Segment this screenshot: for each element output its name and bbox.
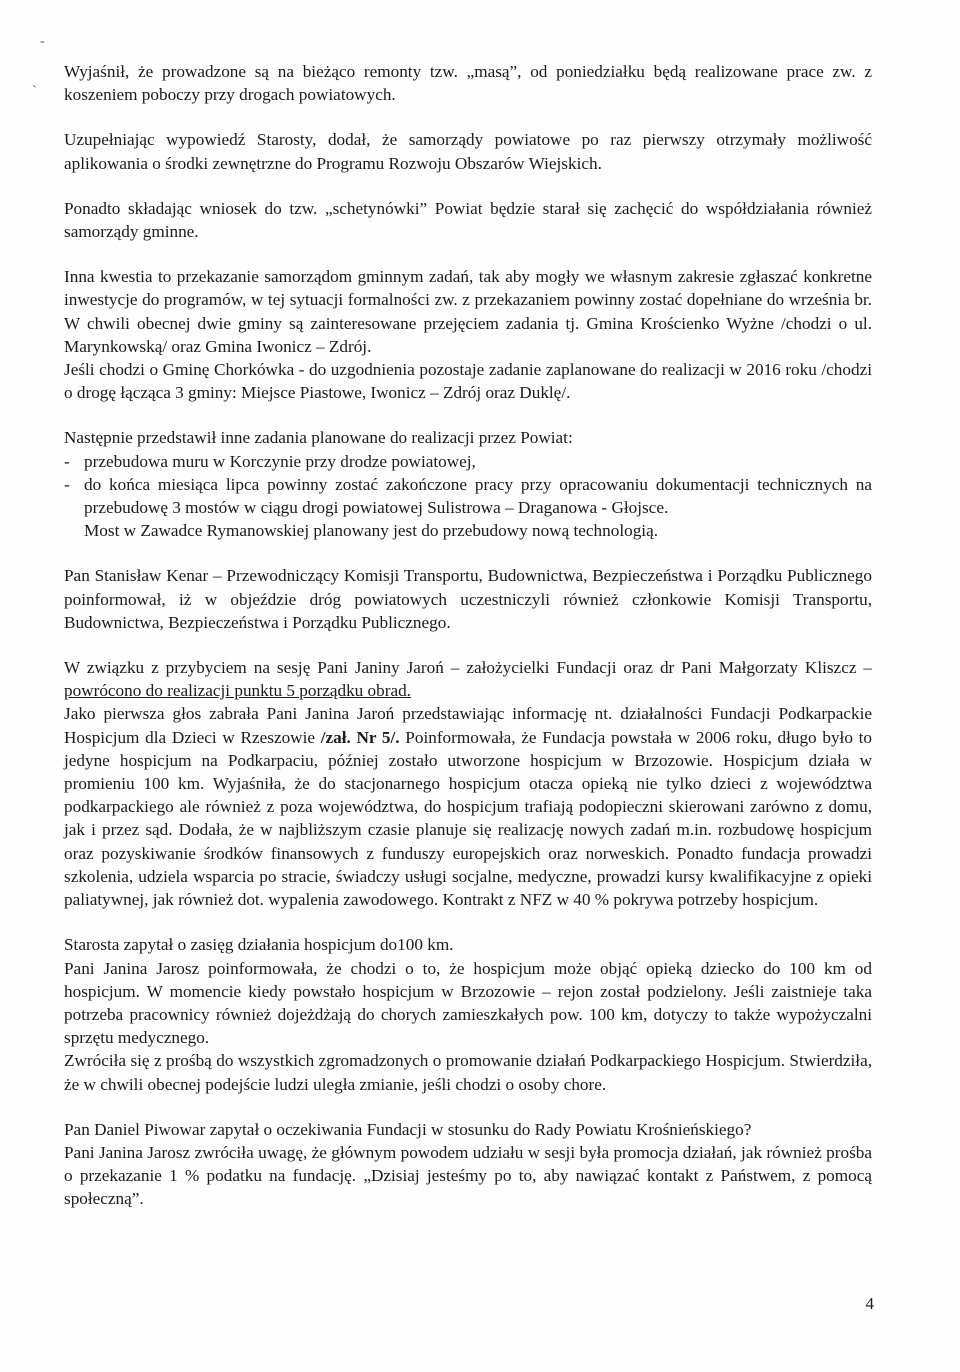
zadania-most: Most w Zawadce Rymanowskiej planowany jest do przebudowy nową technologią. <box>84 521 659 541</box>
paragraph-inna-kwestia: Inna kwestia to przekazanie samorządom gminnym zadań, tak aby mogły we własnym zakresie zgłaszać konkretne inwestycje do programów, w tej sytuacji formalności zw. z przekazaniem powinny zostać dopełniane do września br. W chwili obecnej dwie gminy są zainteresowane przejęciem zadania tj. Gmina Krościenko Wyżne /chodzi o ul. Marynkowską/ oraz Gmina Iwonicz – Zdrój. <box>64 267 872 356</box>
fundacja-intro-text: W związku z przybyciem na sesję Pani Janiny Jaroń – założycielki Fundacji oraz dr Pani Małgorzaty Kliszcz – <box>64 658 872 678</box>
list-item <box>64 450 872 473</box>
page-number: 4 <box>865 1294 874 1313</box>
list-item <box>64 473 872 519</box>
section-zadania <box>64 426 872 542</box>
paragraph-chorkowka: Jeśli chodzi o Gminę Chorkówka - do uzgodnienia pozostaje zadanie zaplanowane do realizacji w 2016 roku /chodzi o drogę łącząca 3 gminy: Miejsce Piastowe, Iwonicz – Zdrój oraz Duklę/. <box>64 360 872 403</box>
paragraph-prosba: Zwróciła się z prośbą do wszystkich zgromadzonych o promowanie działań Podkarpackiego Hospicjum. Stwierdziła, że w chwili obecnej podejście ludzi uległa zmianie, jeśli chodzi o osoby chore. <box>64 1051 872 1094</box>
zadania-intro: Następnie przedstawił inne zadania planowane do realizacji przez Powiat: <box>64 428 573 448</box>
paragraph-piwowar: Pan Daniel Piwowar zapytał o oczekiwania Fundacji w stosunku do Rady Powiatu Krośnieńskiego? <box>64 1119 752 1139</box>
paragraph-schetynowki: Ponadto składając wniosek do tzw. „schetynówki” Powiat będzie starał się zachęcić do współdziałania również samorządy gminne. <box>64 198 872 242</box>
paragraph-remonty: Wyjaśnił, że prowadzone są na bieżąco remonty tzw. „masą”, od poniedziałku będą realizowane prace zw. z koszeniem poboczy przy drogach powiatowych. <box>64 62 872 105</box>
paragraph-fundacja-intro <box>64 656 872 702</box>
zadania-list <box>64 450 872 520</box>
paragraph-jarosz-odpowiedz: Pani Janina Jarosz poinformowała, że chodzi o to, że hospicjum może objąć opieką dziecko do 100 km od hospicjum. W momencie kiedy powstało hospicjum w Brzozowie – rejon został podzielony. Jeśli zaistnieje taka potrzeba pracownicy również dojeżdżają do chorych zamieszkałych pow. 100 km, dotyczy to także wypożyczalni sprzętu medycznego. <box>64 958 872 1048</box>
fundacja-info-text-cont: Poinformowała, że Fundacja powstała w 2006 roku, długo było to jedyne hospicjum na Podkarpaciu, później zostało utworzone hospicjum w Brzozowie. Hospicjum działa w promieniu 100 km. Wyjaśniła, że do stacjonarnego hospicjum otacza opieką nie tylko dzieci z województwa podkarpackiego ale również z poza województwa, do hospicjum trafiają podopieczni skierowani zarówno z domu, jak i przez sąd. Dodała, że w najbliższym czasie planuje się realizację nowych zadań m.in. rozbudowę hospicjum oraz pozyskiwanie środków finansowych z funduszy europejskich oraz norweskich. Ponadto fundacja prowadzi szkolenia, udziela wsparcia po stracie, świadczy usługi socjalne, medyczne, prowadzi kursy kwalifikacyjne z opieki paliatywnej, jak również dot. wypalenia zawodowego. Kontrakt z NFZ w 40 % pokrywa potrzeby hospicjum. <box>64 727 872 910</box>
list-item-text: do końca miesiąca lipca powinny zostać zakończone pracy przy opracowaniu dokumentacji technicznych na przebudowę 3 mostów w ciągu drogi powiatowej Sulistrowa – Draganowa - Głojsce. <box>84 474 872 518</box>
paragraph-kenar: Pan Stanisław Kenar – Przewodniczący Komisji Transportu, Budownictwa, Bezpieczeństwa i Porządku Publicznego poinformował, iż w objeździe dróg powiatowych uczestniczyli również członkowie Komisji Transportu, Budownictwa, Bezpieczeństwa i Porządku Publicznego. <box>64 566 872 632</box>
list-item-text: przebudowa muru w Korczynie przy drodze powiatowej, <box>84 451 476 471</box>
paragraph-fundacja-info <box>64 702 872 911</box>
zalacznik-ref: /zał. Nr 5/. <box>320 727 400 747</box>
paragraph-uzupelniajac: Uzupełniając wypowiedź Starosty, dodał, że samorządy powiatowe po raz pierwszy otrzymały możliwość aplikowania o środki zewnętrzne do Programu Rozwoju Obszarów Wiejskich. <box>64 130 872 173</box>
list-dash: - <box>64 474 70 494</box>
paragraph-jarosz-podatek: Pani Janina Jarosz zwróciła uwagę, że głównym powodem udziału w sesji była promocja działań, jak również prośba o przekazanie 1 % podatku na fundację. „Dzisiaj jesteśmy po to, aby nawiązać kontakt z Państwem, z pomocą społeczną”. <box>64 1142 872 1209</box>
list-dash: - <box>64 451 70 471</box>
powrocono-link-text: powrócono do realizacji punktu 5 porządku obrad. <box>64 681 411 701</box>
fundacja-info-text: Jako pierwsza głos zabrała Pani Janina Jaroń przedstawiając informację nt. działalności Fundacji Podkarpackie Hospicjum dla Dzieci w Rzeszowie <box>64 704 872 747</box>
scan-mark: ` <box>32 84 37 99</box>
document-body <box>64 60 872 1211</box>
paragraph-starosta-pytanie: Starosta zapytał o zasięg działania hospicjum do100 km. <box>64 935 454 955</box>
scan-mark: - <box>40 34 45 49</box>
